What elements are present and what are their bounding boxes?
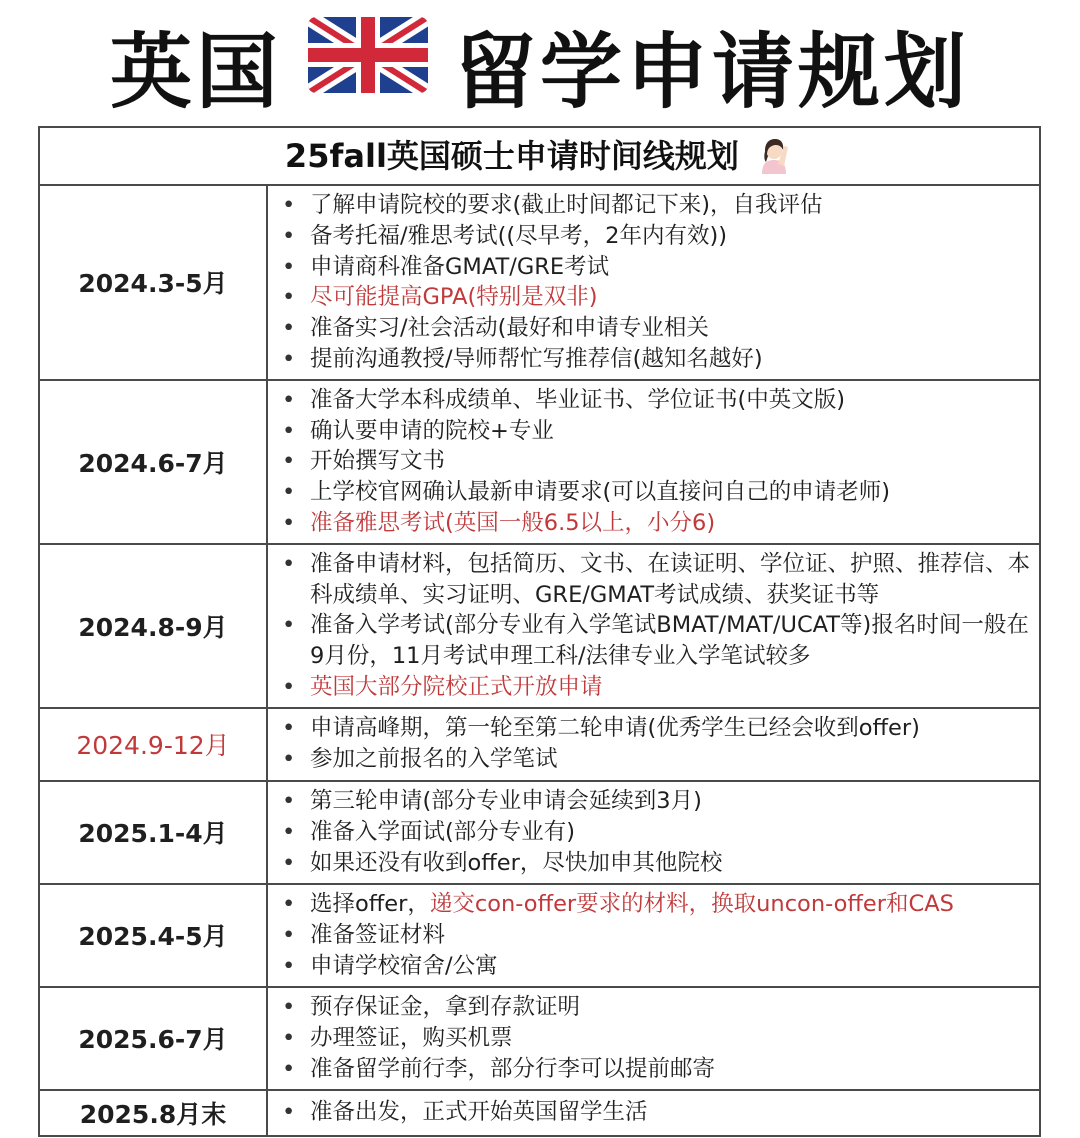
timeline-table [38,126,1041,1137]
task-item: • 上学校官网确认最新申请要求(可以直接问自己的申请老师) [280,477,1031,508]
table-heading-text: 25fall英国硕士申请时间线规划 [284,136,739,175]
task-item: • 申请高峰期，第一轮至第二轮申请(优秀学生已经会收到offer) [280,713,1031,744]
task-list [280,992,1031,1084]
timeline-row [39,884,1040,987]
tasks-cell [267,380,1040,544]
title-right: 留学申请规划 [454,24,971,120]
task-item: • 准备出发，正式开始英国留学生活 [280,1097,1031,1128]
task-item: • 办理签证，购买机票 [280,1023,1031,1054]
title-left: 英国 [109,24,282,120]
timeline-row [39,185,1040,380]
tasks-cell [267,884,1040,987]
task-item: • 准备入学考试(部分专业有入学笔试BMAT/MAT/UCAT等)报名时间一般在9月份，11月考试申理工科/法律专业入学笔试较多 [280,610,1031,672]
timeline-row [39,1090,1040,1136]
task-item: • 准备留学前行李，部分行李可以提前邮寄 [280,1054,1031,1085]
task-item: • 准备签证材料 [280,920,1031,951]
task-item: • 准备实习/社会活动(最好和申请专业相关 [280,313,1031,344]
task-list [280,190,1031,375]
task-item: • 准备雅思考试(英国一般6.5以上，小分6) [280,508,1031,539]
timeline-row [39,781,1040,884]
task-item: • 参加之前报名的入学笔试 [280,744,1031,775]
task-item-text: 选择offer， [310,891,430,918]
period-cell: 2024.3-5月 [39,185,267,380]
task-item: • 准备入学面试(部分专业有) [280,817,1031,848]
period-cell: 2025.8月末 [39,1090,267,1136]
tasks-cell [267,544,1040,708]
tasks-cell [267,987,1040,1090]
person-raising-hand-icon [754,134,794,182]
task-list [280,385,1031,539]
task-item [280,889,1031,920]
task-list [280,549,1031,703]
period-cell: 2024.8-9月 [39,544,267,708]
tasks-cell [267,781,1040,884]
period-cell: 2024.9-12月 [39,708,267,781]
uk-flag-icon [308,17,428,113]
task-item-highlight: 递交con-offer要求的材料，换取uncon-offer和CAS [429,891,954,918]
task-item: • 尽可能提高GPA(特别是双非) [280,282,1031,313]
task-item: • 申请商科准备GMAT/GRE考试 [280,252,1031,283]
task-list [280,1097,1031,1128]
task-list [280,889,1031,981]
task-item: • 准备大学本科成绩单、毕业证书、学位证书(中英文版) [280,385,1031,416]
tasks-cell [267,708,1040,781]
timeline-row [39,544,1040,708]
task-item: • 如果还没有收到offer，尽快加申其他院校 [280,848,1031,879]
task-item: • 开始撰写文书 [280,446,1031,477]
table-heading-row [39,127,1040,185]
period-cell: 2025.1-4月 [39,781,267,884]
page-title [0,10,1080,120]
task-item: • 申请学校宿舍/公寓 [280,951,1031,982]
task-item: • 英国大部分院校正式开放申请 [280,672,1031,703]
period-cell: 2024.6-7月 [39,380,267,544]
task-item: • 了解申请院校的要求(截止时间都记下来)，自我评估 [280,190,1031,221]
task-item: • 预存保证金，拿到存款证明 [280,992,1031,1023]
timeline-row [39,380,1040,544]
table-heading [39,127,1040,185]
task-item: • 备考托福/雅思考试((尽早考，2年内有效)) [280,221,1031,252]
timeline-row [39,987,1040,1090]
tasks-cell [267,1090,1040,1136]
task-item: • 第三轮申请(部分专业申请会延续到3月) [280,786,1031,817]
period-cell: 2025.6-7月 [39,987,267,1090]
timeline-row [39,708,1040,781]
task-item: • 确认要申请的院校+专业 [280,416,1031,447]
tasks-cell [267,185,1040,380]
task-list [280,713,1031,775]
task-item: • 准备申请材料，包括简历、文书、在读证明、学位证、护照、推荐信、本科成绩单、实习证明、GRE/GMAT考试成绩、获奖证书等 [280,549,1031,611]
task-item: • 提前沟通教授/导师帮忙写推荐信(越知名越好) [280,344,1031,375]
task-list [280,786,1031,878]
period-cell: 2025.4-5月 [39,884,267,987]
